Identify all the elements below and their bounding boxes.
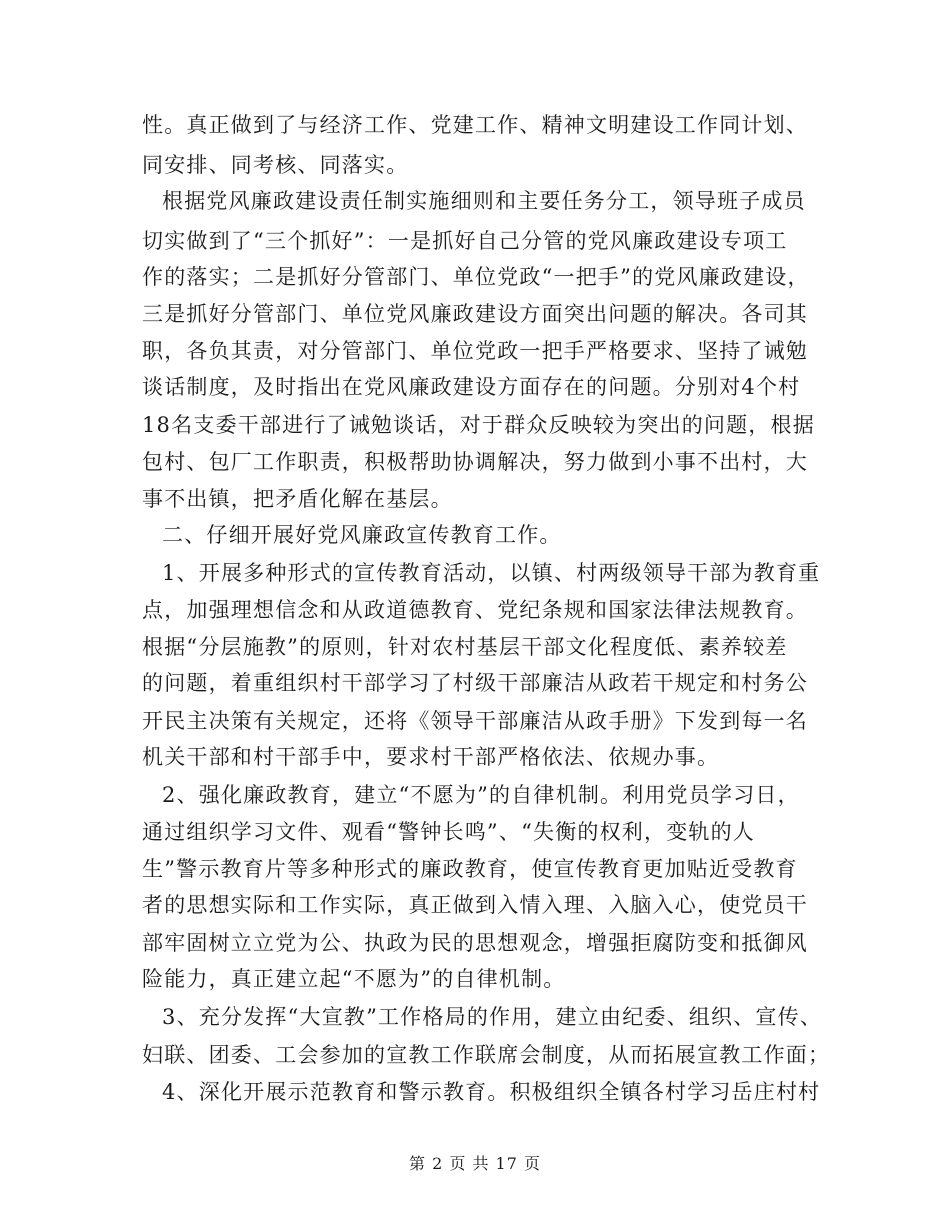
- text-line: 根据“分层施教”的原则，针对农村基层干部文化程度低、素养较差: [142, 635, 788, 659]
- text-line: 事不出镇，把矛盾化解在基层。: [142, 487, 453, 511]
- text-line: 3、充分发挥“大宣教”工作格局的作用，建立由纪委、组织、宣传、: [162, 1005, 823, 1029]
- text-line: 机关干部和村干部手中，要求村干部严格依法、依规办事。: [142, 745, 720, 769]
- text-line: 切实做到了“三个抓好”：一是抓好自己分管的党风廉政建设专项工: [142, 229, 788, 253]
- text-line: 2、强化廉政教育，建立“不愿为”的自律机制。利用党员学习日，: [162, 783, 800, 807]
- text-line: 险能力，真正建立起“不愿为”的自律机制。: [142, 967, 566, 991]
- text-line: 开民主决策有关规定，还将《领导干部廉洁从政手册》下发到每一名: [142, 709, 808, 733]
- text-line: 谈话制度，及时指出在党风廉政建设方面存在的问题。分别对4个村: [142, 375, 801, 399]
- text-line: 者的思想实际和工作实际，真正做到入情入理、入脑入心，使党员干: [142, 893, 808, 917]
- section-heading: 二、仔细开展好党风廉政宣传教育工作。: [162, 523, 562, 547]
- text-line: 同安排、同考核、同落实。: [142, 153, 409, 177]
- text-line: 职，各负其责，对分管部门、单位党政一把手严格要求、坚持了诫勉: [142, 339, 808, 363]
- text-line: 点，加强理想信念和从政道德教育、党纪条规和国家法律法规教育。: [142, 598, 808, 622]
- text-line: 作的落实；二是抓好分管部门、单位党政“一把手”的党风廉政建设，: [142, 265, 810, 289]
- text-line: 的问题，着重组织村干部学习了村级干部廉洁从政若干规定和村务公: [142, 671, 808, 695]
- text-line: 妇联、团委、工会参加的宣教工作联席会制度，从而拓展宣教工作面；: [142, 1043, 831, 1067]
- text-line: 性。真正做到了与经济工作、党建工作、精神文明建设工作同计划、: [142, 113, 808, 137]
- text-line: 三是抓好分管部门、单位党风廉政建设方面突出问题的解决。各司其: [142, 302, 808, 326]
- text-line: 4、深化开展示范教育和警示教育。积极组织全镇各村学习岳庄村村: [162, 1080, 821, 1104]
- text-line: 1、开展多种形式的宣传教育活动，以镇、村两级领导干部为教育重: [162, 561, 821, 585]
- text-line: 根据党风廉政建设责任制实施细则和主要任务分工，领导班子成员: [162, 189, 806, 213]
- text-line: 生”警示教育片等多种形式的廉政教育，使宣传教育更加贴近受教育: [142, 857, 798, 881]
- text-line: 部牢固树立立党为公、执政为民的思想观念，增强拒腐防变和抵御风: [142, 931, 808, 955]
- text-line: 通过组织学习文件、观看“警钟长鸣”、“失衡的权利，变轨的人: [142, 820, 756, 844]
- text-line: 18名支委干部进行了诫勉谈话，对于群众反映较为突出的问题，根据: [142, 413, 815, 437]
- page-number-footer: 第 2 页 共 17 页: [409, 1154, 541, 1173]
- text-line: 包村、包厂工作职责，积极帮助协调解决，努力做到小事不出村，大: [142, 450, 808, 474]
